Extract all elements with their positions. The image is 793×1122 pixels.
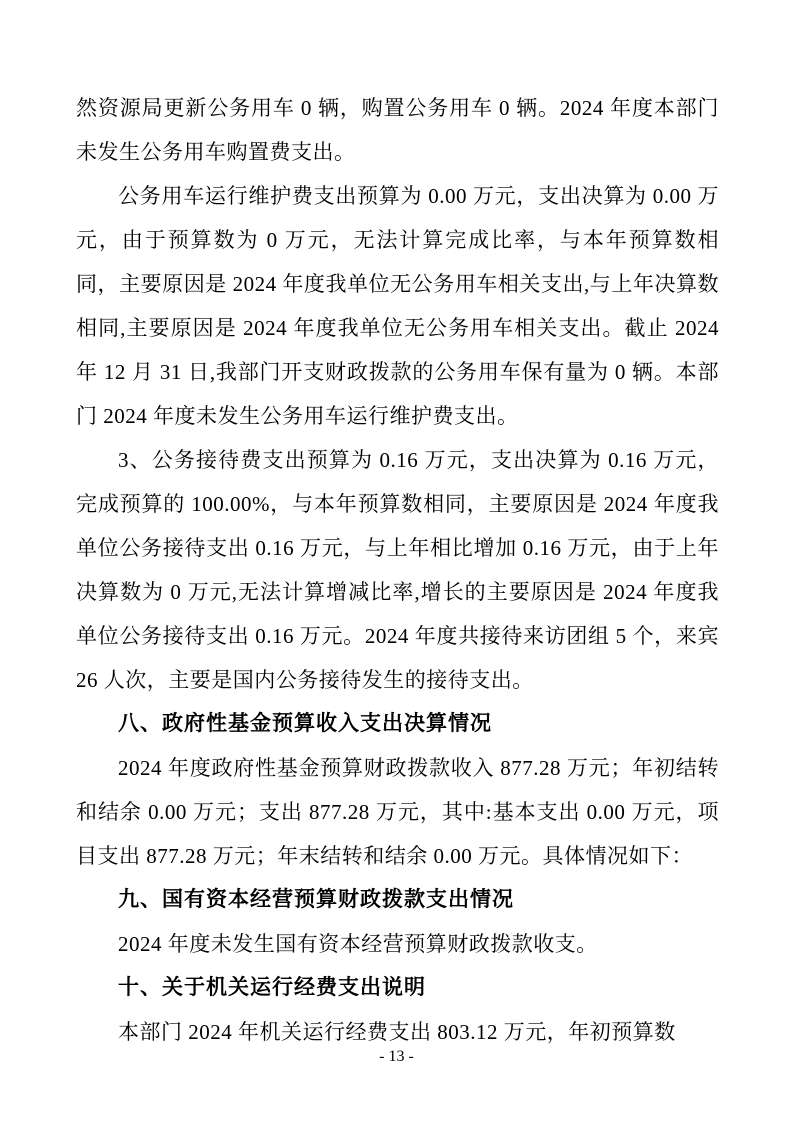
paragraph-government-fund: 2024 年度政府性基金预算财政拨款收入 877.28 万元；年初结转和结余 0.00 万元；支出 877.28 万元，其中:基本支出 0.00 万元，项目支出 877.28 万元；年末结转和结余 0.00 万元。具体情况如下： [76, 756, 719, 868]
section-heading-10: 十、关于机关运行经费支出说明 [118, 976, 426, 999]
paragraph-state-capital: 2024 年度未发生国有资本经营预算财政拨款收支。 [118, 932, 598, 956]
paragraph-operating-expenses: 本部门 2024 年机关运行经费支出 803.12 万元，年初预算数 [118, 1020, 676, 1044]
paragraph-continuation: 然资源局更新公务用车 0 辆，购置公务用车 0 辆。2024 年度本部门未发生公务用车购置费支出。 [76, 96, 719, 164]
document-content [76, 86, 719, 1054]
section-heading-8: 八、政府性基金预算收入支出决算情况 [118, 712, 492, 735]
paragraph-vehicle-maintenance: 公务用车运行维护费支出预算为 0.00 万元，支出决算为 0.00 万元，由于预算数为 0 万元，无法计算完成比率，与本年预算数相同，主要原因是 2024 年度我单位无公务用车相关支出,与上年决算数相同,主要原因是 2024 年度我单位无公务用车相关支出。截止 2024 年 12 月 31 日,我部门开支财政拨款的公务用车保有量为 0 辆。本部门 2024 年度未发生公务用车运行维护费支出。 [76, 184, 719, 428]
section-heading-9: 九、国有资本经营预算财政拨款支出情况 [118, 888, 514, 911]
paragraph-official-reception: 3、公务接待费支出预算为 0.16 万元，支出决算为 0.16 万元，完成预算的 100.00%，与本年预算数相同，主要原因是 2024 年度我单位公务接待支出 0.16 万元，与上年相比增加 0.16 万元，由于上年决算数为 0 万元,无法计算增减比率,增长的主要原因是 2024 年度我单位公务接待支出 0.16 万元。2024 年度共接待来访团组 5 个，来宾 26 人次，主要是国内公务接待发生的接待支出。 [76, 448, 719, 692]
page-number: - 13 - [379, 1048, 414, 1065]
